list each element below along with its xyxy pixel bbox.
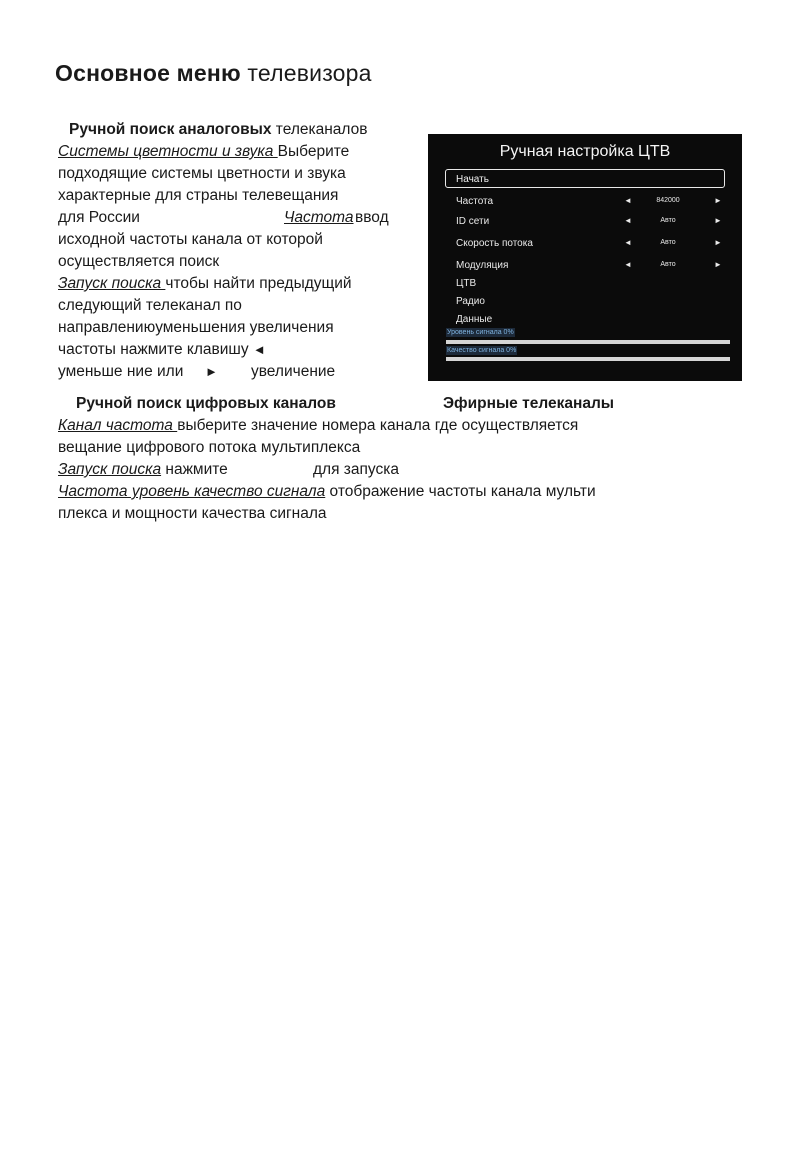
analog-line-10-text: частоты нажмите клавишу [58,341,249,358]
analog-line-3: характерные для страны телевещания [58,187,339,204]
left-arrow-icon[interactable]: ◄ [624,196,632,205]
page-title [55,60,372,87]
analog-line-4 [58,207,414,228]
right-arrow-icon: ► [205,364,218,379]
network-id-label: ID сети [456,216,490,227]
left-arrow-icon[interactable]: ◄ [624,216,632,225]
left-arrow-icon: ◄ [252,342,266,357]
modulation-value: Авто [660,261,676,268]
signal-level-bar [446,340,730,344]
right-arrow-icon[interactable]: ► [714,238,722,247]
digital-start-search-link: Запуск поиска [58,461,162,478]
tv-manual-tuning-menu [428,134,742,381]
digital-line-4-text: отображение частоты канала мульти [325,483,596,500]
right-arrow-icon[interactable]: ► [714,216,722,225]
digital-line-3-press: нажмите [161,461,228,478]
symbol-rate-value: Авто [660,239,676,246]
data-label: Данные [456,314,493,325]
analog-line-7 [58,273,352,294]
analog-line-10 [58,339,266,360]
digital-line-1-text: выберите значение номера канала где осуществляется [177,417,579,434]
channel-frequency-link: Канал частота [58,417,178,434]
dtv-label: ЦТВ [456,278,477,289]
frequency-value: 842000 [656,197,680,204]
analog-line-7-text: чтобы найти предыдущий [165,275,352,292]
frequency-row[interactable] [456,196,726,210]
modulation-row[interactable] [456,260,726,274]
analog-line-5: исходной частоты канала от которой [58,231,323,248]
signal-level-label: Уровень сигнала 0% [447,329,514,336]
frequency-label: Частота [456,196,494,207]
title-rest: телевизора [240,60,372,86]
digital-line-3 [58,459,418,480]
tv-menu-title: Ручная настройка ЦТВ [499,143,671,160]
symbol-rate-row[interactable] [456,238,726,252]
start-search-link: Запуск поиска [58,275,166,292]
analog-line-4-input: ввод [355,209,389,226]
frequency-link: Частота [284,209,354,226]
radio-item [456,296,726,310]
analog-line-4-text: для России [58,209,140,226]
digital-line-1 [58,415,578,436]
analog-line-11-text: уменьше ние или [58,363,184,380]
signal-quality-bar [446,357,730,361]
data-item [456,314,726,328]
digital-heading-terrestrial: Эфирные телеканалы [443,395,615,412]
digital-heading-main: Ручной поиск цифровых каналов [76,395,336,412]
symbol-rate-label: Скорость потока [456,238,533,249]
digital-line-5: плекса и мощности качества сигнала [58,505,327,522]
analog-line-11-increase: увеличение [251,363,336,380]
network-id-value: Авто [660,217,676,224]
analog-line-9: направлениюуменьшения увеличения [58,319,334,336]
analog-line-6: осуществляется поиск [58,253,220,270]
analog-heading-rest: телеканалов [271,121,368,138]
right-arrow-icon[interactable]: ► [714,260,722,269]
title-bold: Основное меню [55,60,241,86]
network-id-row[interactable] [456,216,726,230]
analog-line-1 [58,141,349,162]
analog-heading [69,119,367,140]
signal-info-link: Частота уровень качество сигнала [58,483,326,500]
digital-line-2: вещание цифрового потока мультиплекса [58,439,361,456]
digital-line-4 [58,481,596,502]
digital-heading [76,393,636,414]
color-systems-link: Системы цветности и звука [58,143,278,160]
start-button[interactable]: Начать [445,169,725,188]
dtv-item [456,278,726,292]
modulation-label: Модуляция [456,260,509,271]
analog-line-11 [58,361,418,382]
analog-line-8: следующий телеканал по [58,297,242,314]
right-arrow-icon[interactable]: ► [714,196,722,205]
left-arrow-icon[interactable]: ◄ [624,238,632,247]
digital-line-3-start: для запуска [313,461,399,478]
signal-quality-label: Качество сигнала 0% [447,347,517,354]
analog-heading-bold: Ручной поиск аналоговых [69,121,272,138]
left-arrow-icon[interactable]: ◄ [624,260,632,269]
analog-line-1-text: Выберите [277,143,350,160]
radio-label: Радио [456,296,485,307]
analog-line-2: подходящие системы цветности и звука [58,165,346,182]
